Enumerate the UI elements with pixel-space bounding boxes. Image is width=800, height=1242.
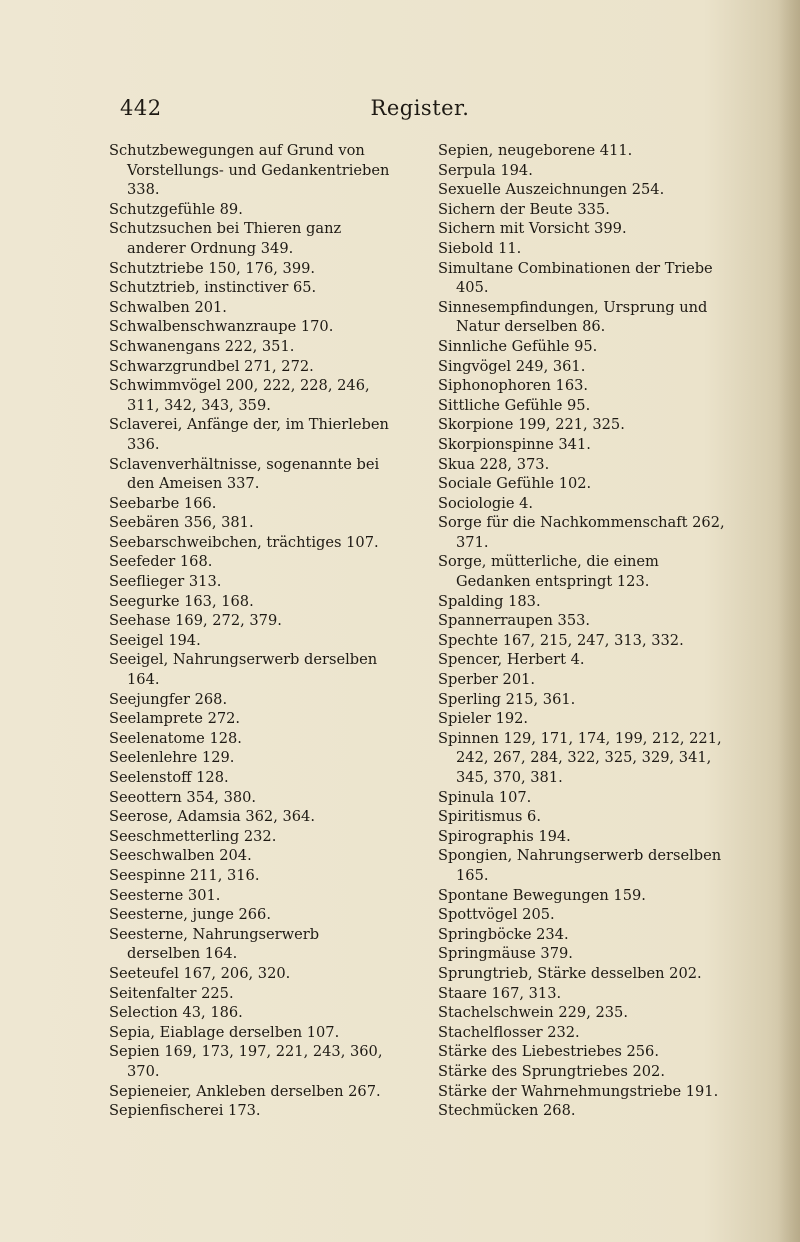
index-entry: Stechmücken 268. bbox=[438, 1102, 576, 1120]
index-entry: Sorge, mütterliche, die einem Gedanken entspringt 123. bbox=[438, 553, 659, 591]
index-entry: Spechte 167, 215, 247, 313, 332. bbox=[438, 631, 684, 649]
index-entry: Seeteufel 167, 206, 320. bbox=[109, 964, 291, 982]
index-entry: Seesterne, junge 266. bbox=[109, 906, 271, 924]
index-entry: Simultane Combinationen der Triebe 405. bbox=[438, 259, 713, 297]
index-entry: Spieler 192. bbox=[438, 710, 529, 728]
index-entry: Spinula 107. bbox=[438, 788, 532, 806]
index-entry: Seelenlehre 129. bbox=[109, 749, 235, 767]
index-entry: Sepienfischerei 173. bbox=[109, 1102, 261, 1120]
index-entry: Sexuelle Auszeichnungen 254. bbox=[438, 181, 665, 199]
index-column-left bbox=[109, 141, 392, 1121]
index-entry: Seeigel 194. bbox=[109, 631, 201, 649]
index-entry: Stärke der Wahrnehmungstriebe 191. bbox=[438, 1082, 719, 1100]
index-entry: Sepieneier, Ankleben derselben 267. bbox=[109, 1082, 381, 1100]
index-entry: Sittliche Gefühle 95. bbox=[438, 396, 591, 414]
index-entry: Sociale Gefühle 102. bbox=[438, 475, 592, 493]
index-entry: Skorpionspinne 341. bbox=[438, 435, 591, 453]
index-entry: Spannerraupen 353. bbox=[438, 612, 591, 630]
index-entry: Schwalben 201. bbox=[109, 298, 227, 316]
index-entry: Schutztriebe 150, 176, 399. bbox=[109, 259, 316, 277]
index-entry: Sprungtrieb, Stärke desselben 202. bbox=[438, 964, 702, 982]
index-entry: Springböcke 234. bbox=[438, 925, 569, 943]
index-entry: Seesterne 301. bbox=[109, 886, 221, 904]
index-entry: Seeflieger 313. bbox=[109, 573, 222, 591]
index-entry: Skua 228, 373. bbox=[438, 455, 550, 473]
index-entry: Schwanengans 222, 351. bbox=[109, 337, 295, 355]
index-entry: Seeschmetterling 232. bbox=[109, 827, 277, 845]
index-entry: Singvögel 249, 361. bbox=[438, 357, 586, 375]
index-entry: Skorpione 199, 221, 325. bbox=[438, 416, 625, 434]
index-entry: Stachelschwein 229, 235. bbox=[438, 1004, 628, 1022]
index-entry: Spirographis 194. bbox=[438, 827, 571, 845]
page-title: Register. bbox=[370, 96, 470, 120]
index-entry: Stärke des Liebestriebes 256. bbox=[438, 1043, 659, 1061]
index-entry: Sclavenverhältnisse, sogenannte bei den Ameisen 337. bbox=[109, 455, 380, 493]
index-entry: Spiritismus 6. bbox=[438, 808, 541, 826]
index-entry: Schutzbewegungen auf Grund von Vorstellungs- und Gedankentrieben 338. bbox=[109, 142, 390, 199]
page-header bbox=[120, 96, 720, 126]
index-column-right bbox=[438, 141, 728, 1121]
index-entry: Stärke des Sprungtriebes 202. bbox=[438, 1062, 665, 1080]
index-entry: Schwalbenschwanzraupe 170. bbox=[109, 318, 334, 336]
index-entry: Sichern der Beute 335. bbox=[438, 200, 610, 218]
index-entry: Spinnen 129, 171, 174, 199, 212, 221, 242, 267, 284, 322, 325, 329, 341, 345, 370, 381. bbox=[438, 729, 722, 786]
index-entry: Stachelflosser 232. bbox=[438, 1023, 580, 1041]
index-entry: Seerose, Adamsia 362, 364. bbox=[109, 808, 315, 826]
page-spine-shadow bbox=[778, 0, 800, 1242]
index-entry: Sinnliche Gefühle 95. bbox=[438, 337, 598, 355]
index-entry: Sepien 169, 173, 197, 221, 243, 360, 370. bbox=[109, 1043, 383, 1080]
index-entry: Springmäuse 379. bbox=[438, 945, 573, 963]
index-entry: Sperber 201. bbox=[438, 671, 536, 689]
index-entry: Seitenfalter 225. bbox=[109, 984, 234, 1002]
page-number: 442 bbox=[120, 96, 162, 120]
index-entry: Seefeder 168. bbox=[109, 553, 213, 571]
index-entry: Seelenatome 128. bbox=[109, 729, 242, 747]
index-entry: Spottvögel 205. bbox=[438, 906, 555, 924]
index-entry: Seelenstoff 128. bbox=[109, 769, 229, 786]
index-entry: Seehase 169, 272, 379. bbox=[109, 612, 282, 630]
index-entry: Seebarschweibchen, trächtiges 107. bbox=[109, 533, 379, 551]
index-entry: Seesterne, Nahrungserwerb derselben 164. bbox=[109, 925, 320, 963]
index-entry: Seebären 356, 381. bbox=[109, 514, 254, 532]
index-entry: Sperling 215, 361. bbox=[438, 690, 576, 708]
index-entry: Seegurke 163, 168. bbox=[109, 592, 254, 610]
index-entry: Sepia, Eiablage derselben 107. bbox=[109, 1023, 340, 1041]
index-entry: Spongien, Nahrungserwerb derselben 165. bbox=[438, 847, 722, 884]
index-entry: Staare 167, 313. bbox=[438, 984, 562, 1002]
index-entry: Selection 43, 186. bbox=[109, 1004, 243, 1022]
index-entry: Seebarbe 166. bbox=[109, 494, 217, 512]
index-entry: Sepien, neugeborene 411. bbox=[438, 142, 633, 159]
index-entry: Sichern mit Vorsicht 399. bbox=[438, 220, 627, 238]
index-entry: Sorge für die Nachkommenschaft 262, 371. bbox=[438, 514, 725, 551]
index-entry: Seeschwalben 204. bbox=[109, 847, 252, 865]
index-entry: Spencer, Herbert 4. bbox=[438, 651, 585, 669]
index-entry: Siphonophoren 163. bbox=[438, 377, 589, 395]
index-entry: Siebold 11. bbox=[438, 239, 522, 257]
index-entry: Seespinne 211, 316. bbox=[109, 866, 260, 884]
index-entry: Schutzgefühle 89. bbox=[109, 200, 243, 218]
index-entry: Schwarzgrundbel 271, 272. bbox=[109, 357, 314, 375]
index-entry: Schwimmvögel 200, 222, 228, 246, 311, 342, 343, 359. bbox=[109, 377, 370, 414]
index-entry: Spontane Bewegungen 159. bbox=[438, 886, 646, 904]
index-entry: Seejungfer 268. bbox=[109, 690, 228, 708]
index-entry: Seelamprete 272. bbox=[109, 710, 241, 728]
index-entry: Seeottern 354, 380. bbox=[109, 788, 257, 806]
index-entry: Spalding 183. bbox=[438, 592, 541, 610]
index-entry: Seeigel, Nahrungserwerb derselben 164. bbox=[109, 651, 378, 689]
index-entry: Serpula 194. bbox=[438, 161, 533, 179]
index-entry: Schutzsuchen bei Thieren ganz anderer Ordnung 349. bbox=[109, 220, 342, 257]
index-entry: Sinnesempfindungen, Ursprung und Natur derselben 86. bbox=[438, 298, 708, 336]
index-entry: Schutztrieb, instinctiver 65. bbox=[109, 279, 317, 297]
index-entry: Sclaverei, Anfänge der, im Thierleben 336. bbox=[109, 416, 389, 453]
index-entry: Sociologie 4. bbox=[438, 494, 534, 512]
